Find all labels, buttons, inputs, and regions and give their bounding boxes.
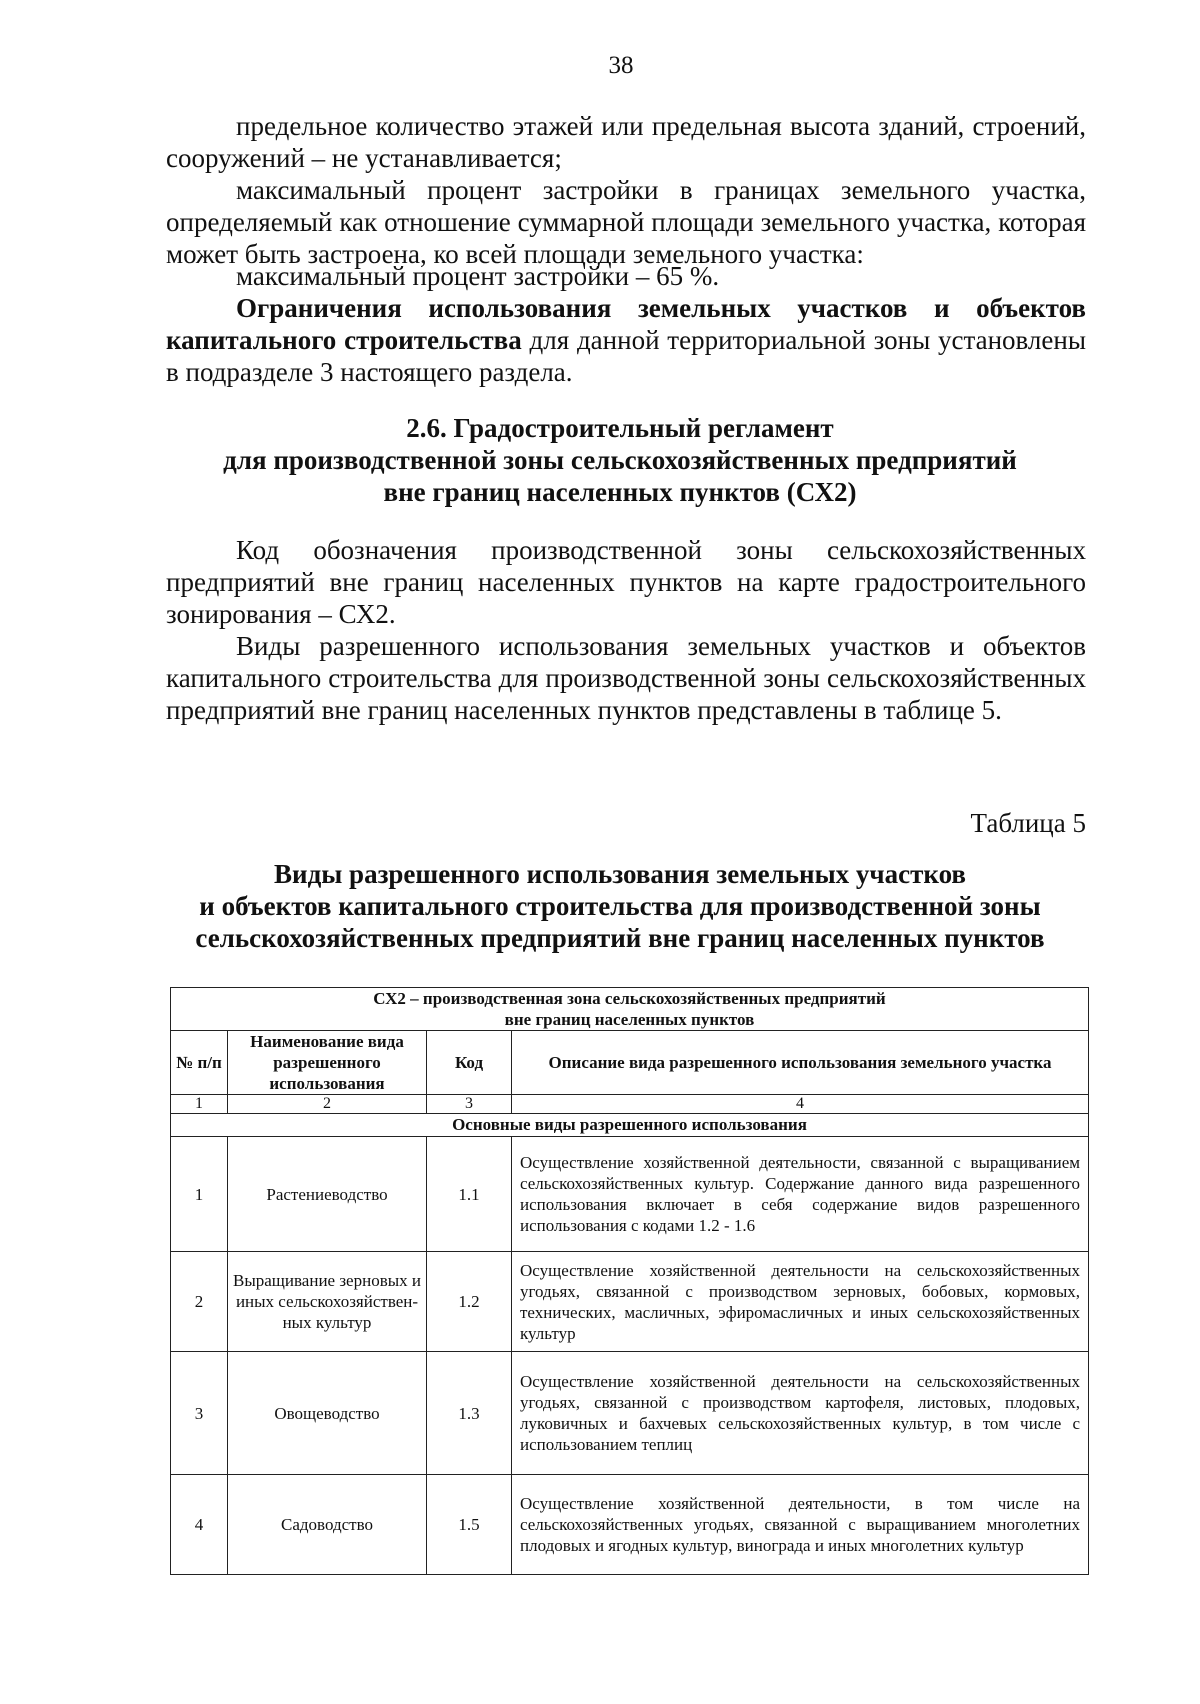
col-number-4: 4: [512, 1095, 1089, 1114]
row-num: 3: [171, 1352, 228, 1475]
row-desc: Осуществление хозяйственной деятельности, связанной с выращиванием сельскохозяйственных культур. Содержание данного вида разрешенного использования включает в себя содержание видов разрешенного использования с кодами 1.2 - 1.6: [512, 1137, 1089, 1252]
row-num: 4: [171, 1475, 228, 1575]
row-code: 1.1: [427, 1137, 512, 1252]
row-desc: Осуществление хозяйственной деятельности на сельскохозяйственных угодьях, связанной с производством картофеля, листовых, плодовых, луковичных и бахчевых сельскохозяйственных культур, в том числе с использованием теплиц: [512, 1352, 1089, 1475]
paragraph-permitted-uses: Виды разрешенного использования земельных участков и объектов капитального строительства для производственной зоны сельскохозяйственных предприятий вне границ населенных пунктов представлены в таблице 5.: [166, 631, 1086, 725]
row-name: Выращивание зерновых и иных сельскохозяйствен-ных культур: [228, 1252, 427, 1352]
paragraph-zone-code: Код обозначения производственной зоны сельскохозяйственных предприятий вне границ населенных пунктов на карте градостроительного зонирования – СХ2.: [166, 535, 1086, 629]
table-caption: Таблица 5: [970, 808, 1086, 838]
column-number-row: [171, 1095, 1089, 1114]
col-header-num: № п/п: [171, 1031, 228, 1095]
zone-header-line-2: вне границ населенных пунктов: [504, 1010, 755, 1029]
table-title-line-1: Виды разрешенного использования земельных участков: [274, 859, 966, 889]
table-row: [171, 1475, 1089, 1575]
table-title-line-2: и объектов капитального строительства для производственной зоны: [199, 891, 1041, 921]
zone-header-row: [171, 988, 1089, 1031]
section-heading-line-2: для производственной зоны сельскохозяйственных предприятий: [223, 445, 1017, 475]
column-header-row: [171, 1031, 1089, 1095]
col-number-1: 1: [171, 1095, 228, 1114]
row-name: Растениеводство: [228, 1137, 427, 1252]
col-number-3: 3: [427, 1095, 512, 1114]
paragraph-restrictions: [166, 292, 1086, 388]
col-number-2: 2: [228, 1095, 427, 1114]
row-code: 1.5: [427, 1475, 512, 1575]
table-title-line-3: сельскохозяйственных предприятий вне границ населенных пунктов: [195, 923, 1045, 953]
zone-header-line-1: СХ2 – производственная зона сельскохозяйственных предприятий: [373, 989, 886, 1008]
paragraph-max-floors: предельное количество этажей или предельная высота зданий, строений, сооружений – не устанавливается;: [166, 111, 1086, 173]
table-row: [171, 1252, 1089, 1352]
paragraph-building-percent-definition: максимальный процент застройки в границах земельного участка, определяемый как отношение суммарной площади земельного участка, которая может быть застроена, ко всей площади земельного участка:: [166, 175, 1086, 269]
restrictions-rest-text: для данной территориальной зоны установлены в подразделе 3 настоящего раздела.: [166, 325, 1086, 387]
table-row: [171, 1137, 1089, 1252]
row-num: 1: [171, 1137, 228, 1252]
row-code: 1.3: [427, 1352, 512, 1475]
col-header-code: Код: [427, 1031, 512, 1095]
row-desc: Осуществление хозяйственной деятельности на сельскохозяйственных угодьях, связанной с производством зерновых, бобовых, кормовых, технических, масличных, эфиромасличных и иных сельскохозяйственных культур: [512, 1252, 1089, 1352]
row-name: Овощеводство: [228, 1352, 427, 1475]
page-number: 38: [608, 52, 634, 79]
section-label-row: [171, 1114, 1089, 1137]
row-name: Садоводство: [228, 1475, 427, 1575]
table-row: [171, 1352, 1089, 1475]
section-heading: [140, 412, 1100, 508]
section-heading-line-3: вне границ населенных пунктов (СХ2): [383, 477, 857, 507]
section-label: Основные виды разрешенного использования: [171, 1114, 1089, 1137]
section-heading-line-1: 2.6. Градостроительный регламент: [406, 413, 834, 443]
permitted-uses-table: [170, 987, 1089, 1575]
paragraph-max-building-percent: максимальный процент застройки – 65 %.: [236, 261, 720, 291]
restrictions-bold-text: Ограничения использования земельных участков и объектов капитального строительства: [166, 293, 1086, 355]
table-title: [140, 858, 1100, 954]
row-num: 2: [171, 1252, 228, 1352]
col-header-name: Наименование вида разрешенного использования: [228, 1031, 427, 1095]
col-header-desc: Описание вида разрешенного использования земельного участка: [512, 1031, 1089, 1095]
row-code: 1.2: [427, 1252, 512, 1352]
row-desc: Осуществление хозяйственной деятельности, в том числе на сельскохозяйственных угодьях, связанной с выращиванием многолетних плодовых и ягодных культур, винограда и иных многолетних культур: [512, 1475, 1089, 1575]
zone-header-cell: [171, 988, 1089, 1031]
